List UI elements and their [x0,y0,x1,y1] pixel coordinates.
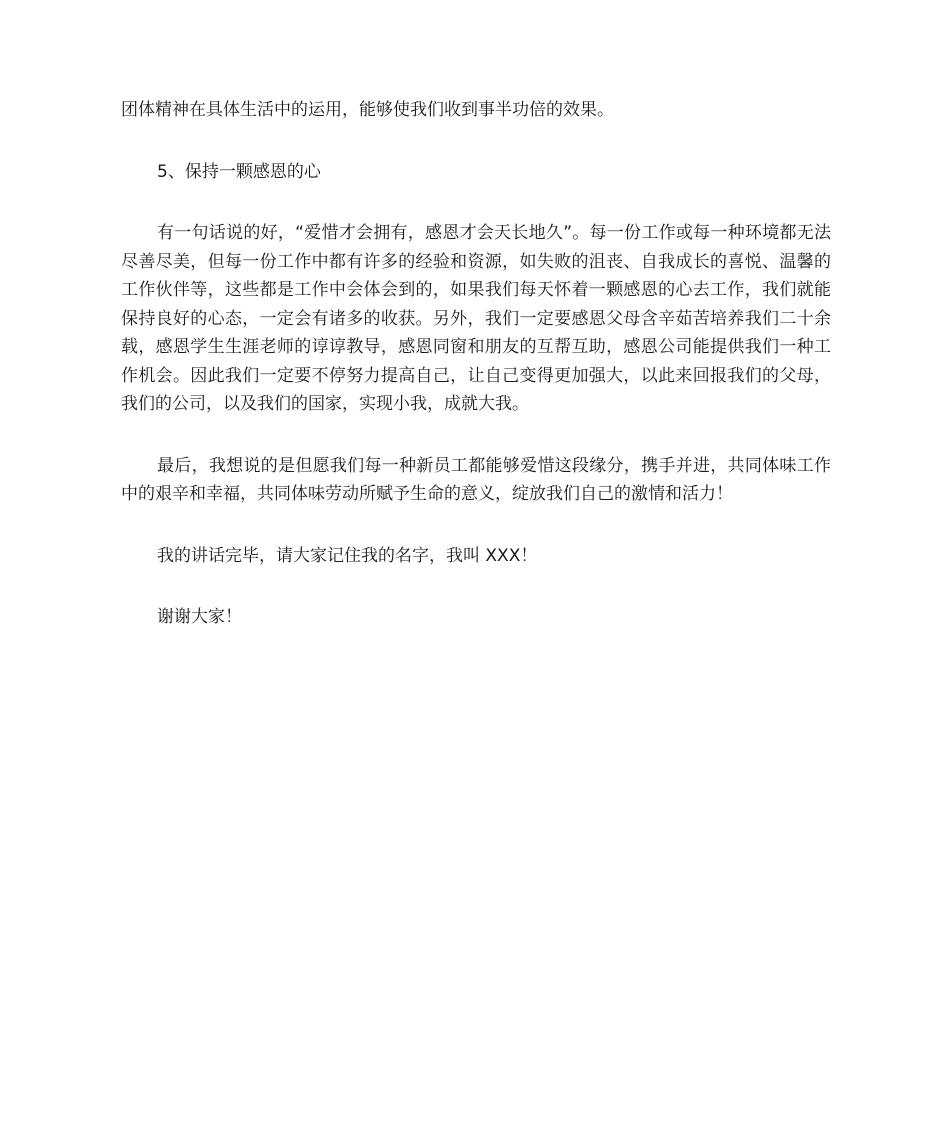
document-body [121,96,831,665]
paragraph-speech-end: 我的讲话完毕，请大家记住我的名字，我叫 XXX！ [157,545,538,566]
paragraph-closing-wish: 最后，我想说的是但愿我们每一种新员工都能够爱惜这段缘分，携手并进，共同体味工作中的艰辛和幸福，共同体味劳动所赋予生命的意义，绽放我们自己的激情和活力！ [121,455,831,504]
paragraph-gratitude: 有一句话说的好，“爱惜才会拥有，感恩才会天长地久”。每一份工作或每一种环境都无法尽善尽美，但每一份工作中都有许多的经验和资源，如失败的沮丧、自我成长的喜悦、温馨的工作伙伴等，这些都是工作中会体会到的，如果我们每天怀着一颗感恩的心去工作，我们就能保持良好的心态，一定会有诸多的收获。另外，我们一定要感恩父母含辛茹苦培养我们二十余载，感恩学生生涯老师的谆谆教导，感恩同窗和朋友的互帮互助，感恩公司能提供我们一种工作机会。因此我们一定要不停努力提高自己，让自己变得更加强大，以此来回报我们的父母，我们的公司，以及我们的国家，实现小我，成就大我。 [121,223,831,414]
paragraph-thanks: 谢谢大家！ [157,607,242,627]
paragraph-team-spirit: 团体精神在具体生活中的运用，能够使我们收到事半功倍的效果。 [121,100,614,120]
section-heading-gratitude: 5、保持一颗感恩的心 [157,161,321,182]
